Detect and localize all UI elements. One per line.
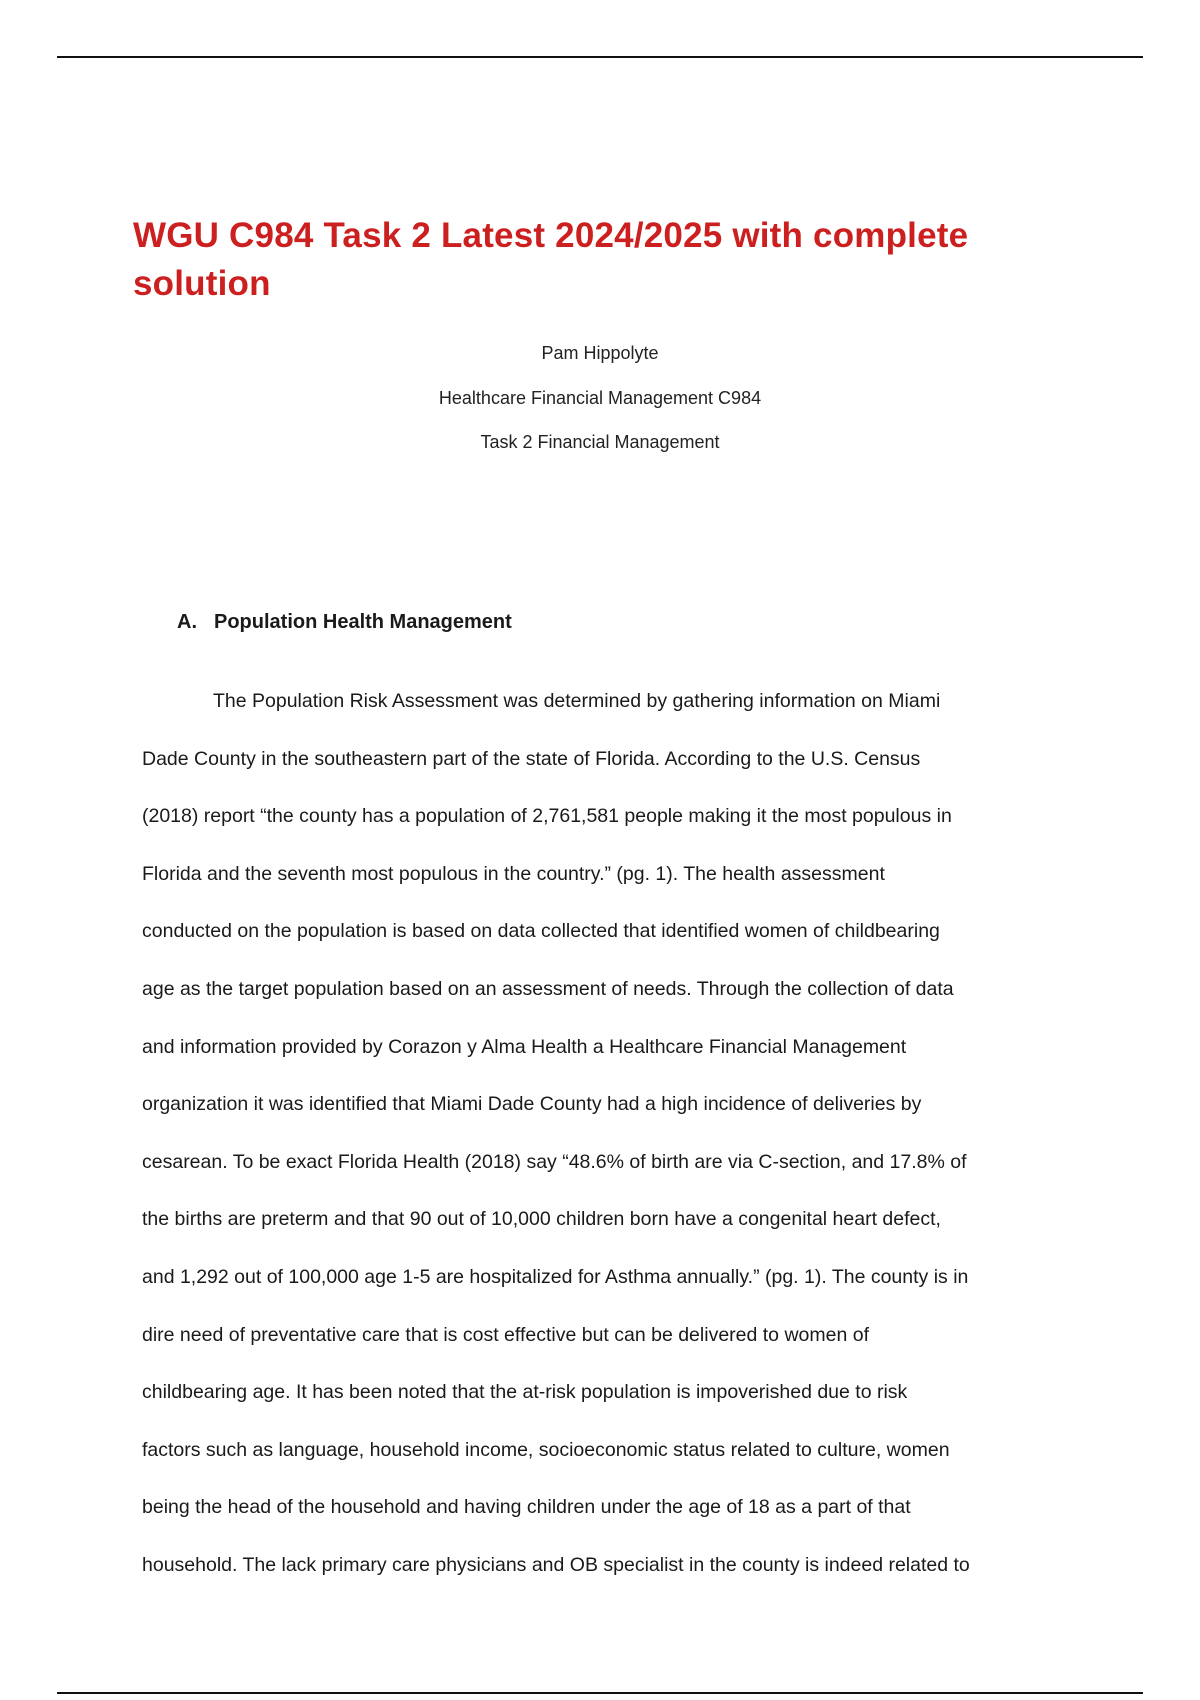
paragraph-line: age as the target population based on an assessment of needs. Through the collection of data: [142, 977, 954, 1000]
paragraph-line: and 1,292 out of 100,000 age 1-5 are hospitalized for Asthma annually.” (pg. 1). The county is in: [142, 1265, 969, 1288]
paragraph-line: and information provided by Corazon y Alma Health a Healthcare Financial Management: [142, 1035, 907, 1058]
paragraph-line: dire need of preventative care that is cost effective but can be delivered to women of: [142, 1323, 869, 1346]
paragraph-line: The Population Risk Assessment was determined by gathering information on Miami: [213, 690, 941, 712]
paragraph-line: household. The lack primary care physicians and OB specialist in the county is indeed related to: [142, 1553, 970, 1576]
header-rule: [57, 56, 1143, 58]
author-name: Pam Hippolyte: [541, 343, 659, 363]
section-heading-text: Population Health Management: [214, 611, 512, 633]
paragraph-line: being the head of the household and having children under the age of 18 as a part of that: [142, 1496, 911, 1519]
task-name: Task 2 Financial Management: [480, 432, 720, 452]
course-name: Healthcare Financial Management C984: [438, 388, 762, 408]
footer-rule: [57, 1692, 1143, 1694]
paragraph-line: factors such as language, household income, socioeconomic status related to culture, women: [142, 1438, 950, 1461]
paragraph-line: the births are preterm and that 90 out of 10,000 children born have a congenital heart defect,: [142, 1208, 941, 1231]
paragraph-line: Florida and the seventh most populous in the country.” (pg. 1). The health assessment: [142, 862, 885, 885]
paragraph-line: conducted on the population is based on data collected that identified women of childbearing: [142, 920, 940, 943]
document-title: WGU C984 Task 2 Latest 2024/2025 with complete solution: [133, 216, 969, 303]
paragraph-line: organization it was identified that Miami Dade County had a high incidence of deliveries by: [142, 1093, 922, 1116]
section-letter: A.: [177, 611, 197, 633]
body-paragraph: [142, 681, 1070, 1603]
paragraph-line: Dade County in the southeastern part of the state of Florida. According to the U.S. Census: [142, 747, 921, 770]
paragraph-line: childbearing age. It has been noted that the at-risk population is impoverished due to risk: [142, 1381, 908, 1404]
paragraph-line: cesarean. To be exact Florida Health (2018) say “48.6% of birth are via C-section, and 17.8% of: [142, 1150, 967, 1173]
section-heading: [177, 611, 512, 634]
paragraph-line: (2018) report “the county has a population of 2,761,581 people making it the most populous in: [142, 805, 952, 828]
